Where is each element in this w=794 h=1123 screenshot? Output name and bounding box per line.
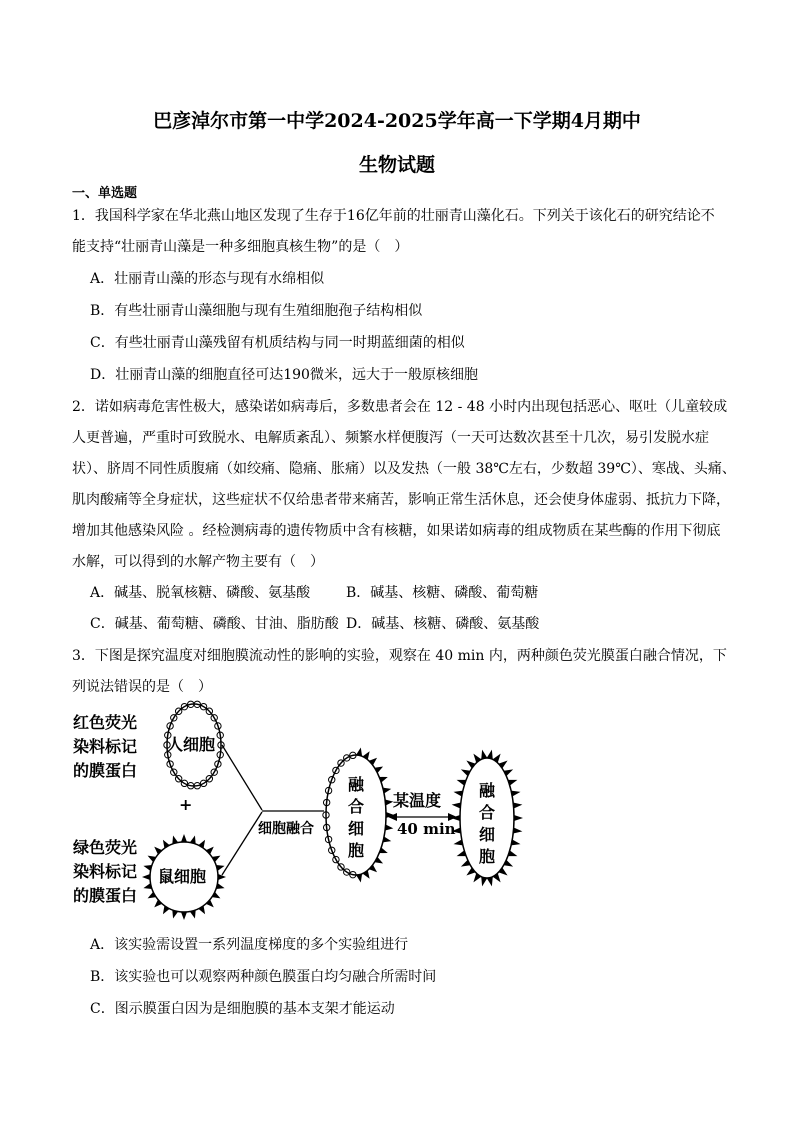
red-label-line2: 染料标记 xyxy=(73,737,138,756)
green-label-line3: 的膜蛋白 xyxy=(73,886,138,905)
q2-stem-line3: 状）、脐周不同性质腹痛（如绞痛、隐痛、胀痛）以及发热（一般 38℃左右，少数超 39℃）、寒战、头痛、 xyxy=(72,461,736,477)
q1-option-b: B．有些壮丽青山藻细胞与现有生殖细胞孢子结构相似 xyxy=(90,303,423,319)
fused2-char-1: 融 xyxy=(479,781,496,800)
membrane-protein-green xyxy=(514,815,523,821)
page-subtitle: 生物试题 xyxy=(358,154,435,176)
q2-stem-line5: 增加其他感染风险 。经检测病毒的遗传物质中含有核糖，如果诺如病毒的组成物质在某些酶的作用下彻底 xyxy=(72,523,721,539)
q2-stem-line1: 2．诺如病毒危害性极大，感染诺如病毒后，多数患者会在 12 - 48 小时内出现包括恶心、呕吐（儿童较成 xyxy=(72,399,728,415)
q1-option-a: A．壮丽青山藻的形态与现有水绵相似 xyxy=(90,271,325,287)
q1-stem-line2: 能支持“壮丽青山藻是一种多细胞真核生物”的是（ ） xyxy=(72,239,409,255)
membrane-protein-green xyxy=(181,912,187,920)
membrane-fusion-diagram xyxy=(0,690,794,930)
q1-stem-line1: 1．我国科学家在华北燕山地区发现了生存于16亿年前的壮丽青山藻化石。下列关于该化石的研究结论不 xyxy=(72,208,715,224)
q2-option-d: D．碱基、核糖、磷酸、氨基酸 xyxy=(346,616,540,632)
connector-line-bottom xyxy=(222,812,262,875)
q2-option-c: C．碱基、葡萄糖、磷酸、甘油、脂肪酸 xyxy=(90,616,339,632)
page-title: 巴彦淖尔市第一中学2024-2025学年高一下学期4月期中 xyxy=(153,110,641,132)
q1-option-c: C．有些壮丽青山藻残留有机质结构与同一时期蓝细菌的相似 xyxy=(90,335,465,351)
membrane-protein-green xyxy=(452,803,461,809)
fused-char-1: 融 xyxy=(348,775,365,794)
red-label-line3: 的膜蛋白 xyxy=(73,761,138,780)
fused-char-3: 细 xyxy=(348,819,365,838)
red-label-line1: 红色荧光 xyxy=(73,713,138,732)
mouse-cell-label: 鼠细胞 xyxy=(158,867,207,886)
green-label-line2: 染料标记 xyxy=(73,862,138,881)
fused2-char-4: 胞 xyxy=(479,847,496,866)
q3-stem-line1: 3．下图是探究温度对细胞膜流动性的影响的实验，观察在 40 min 内，两种颜色荧光膜蛋白融合情况，下 xyxy=(72,648,727,664)
q2-option-b: B．碱基、核糖、磷酸、葡萄糖 xyxy=(346,585,539,601)
section-heading: 一、单选题 xyxy=(72,186,138,201)
q2-option-a: A．碱基、脱氧核糖、磷酸、氨基酸 xyxy=(90,585,311,601)
fused-char-4: 胞 xyxy=(348,841,365,860)
q3-option-a: A．该实验需设置一系列温度梯度的多个实验组进行 xyxy=(90,937,409,953)
q2-stem-line2: 人更普遍，严重时可致脱水、电解质紊乱）、频繁水样便腹泻（一天可达数次甚至十几次，易引发脱水症 xyxy=(72,430,709,446)
temperature-label: 某温度 xyxy=(393,791,442,810)
fusion-label: 细胞融合 xyxy=(258,821,314,837)
membrane-protein-green xyxy=(513,827,522,833)
q1-option-d: D．壮丽青山藻的细胞直径可达190微米，远大于一般原核细胞 xyxy=(90,367,478,383)
fused2-char-2: 合 xyxy=(479,803,496,822)
q3-stem-line2: 列说法错误的是（ ） xyxy=(72,679,212,695)
fused2-char-3: 细 xyxy=(479,825,496,844)
q3-option-b: B．该实验也可以观察两种颜色膜蛋白均匀融合所需时间 xyxy=(90,969,437,985)
q2-stem-line6: 水解，可以得到的水解产物主要有（ ） xyxy=(72,554,324,570)
membrane-protein-green xyxy=(142,874,150,880)
connector-line-top xyxy=(222,745,262,810)
human-cell-label: 人细胞 xyxy=(167,735,216,754)
green-label-line1: 绿色荧光 xyxy=(73,838,138,857)
membrane-protein-green xyxy=(181,834,187,842)
plus-sign: + xyxy=(179,795,193,814)
time-label: 40 min xyxy=(397,820,456,838)
fused-char-2: 合 xyxy=(348,797,365,816)
q3-option-c: C．图示膜蛋白因为是细胞膜的基本支架才能运动 xyxy=(90,1001,395,1017)
q2-stem-line4: 肌肉酸痛等全身症状，这些症状不仅给患者带来痛苦，影响正常生活休息，还会使身体虚弱、抵抗力下降， xyxy=(72,492,730,508)
membrane-protein-green xyxy=(513,803,522,809)
